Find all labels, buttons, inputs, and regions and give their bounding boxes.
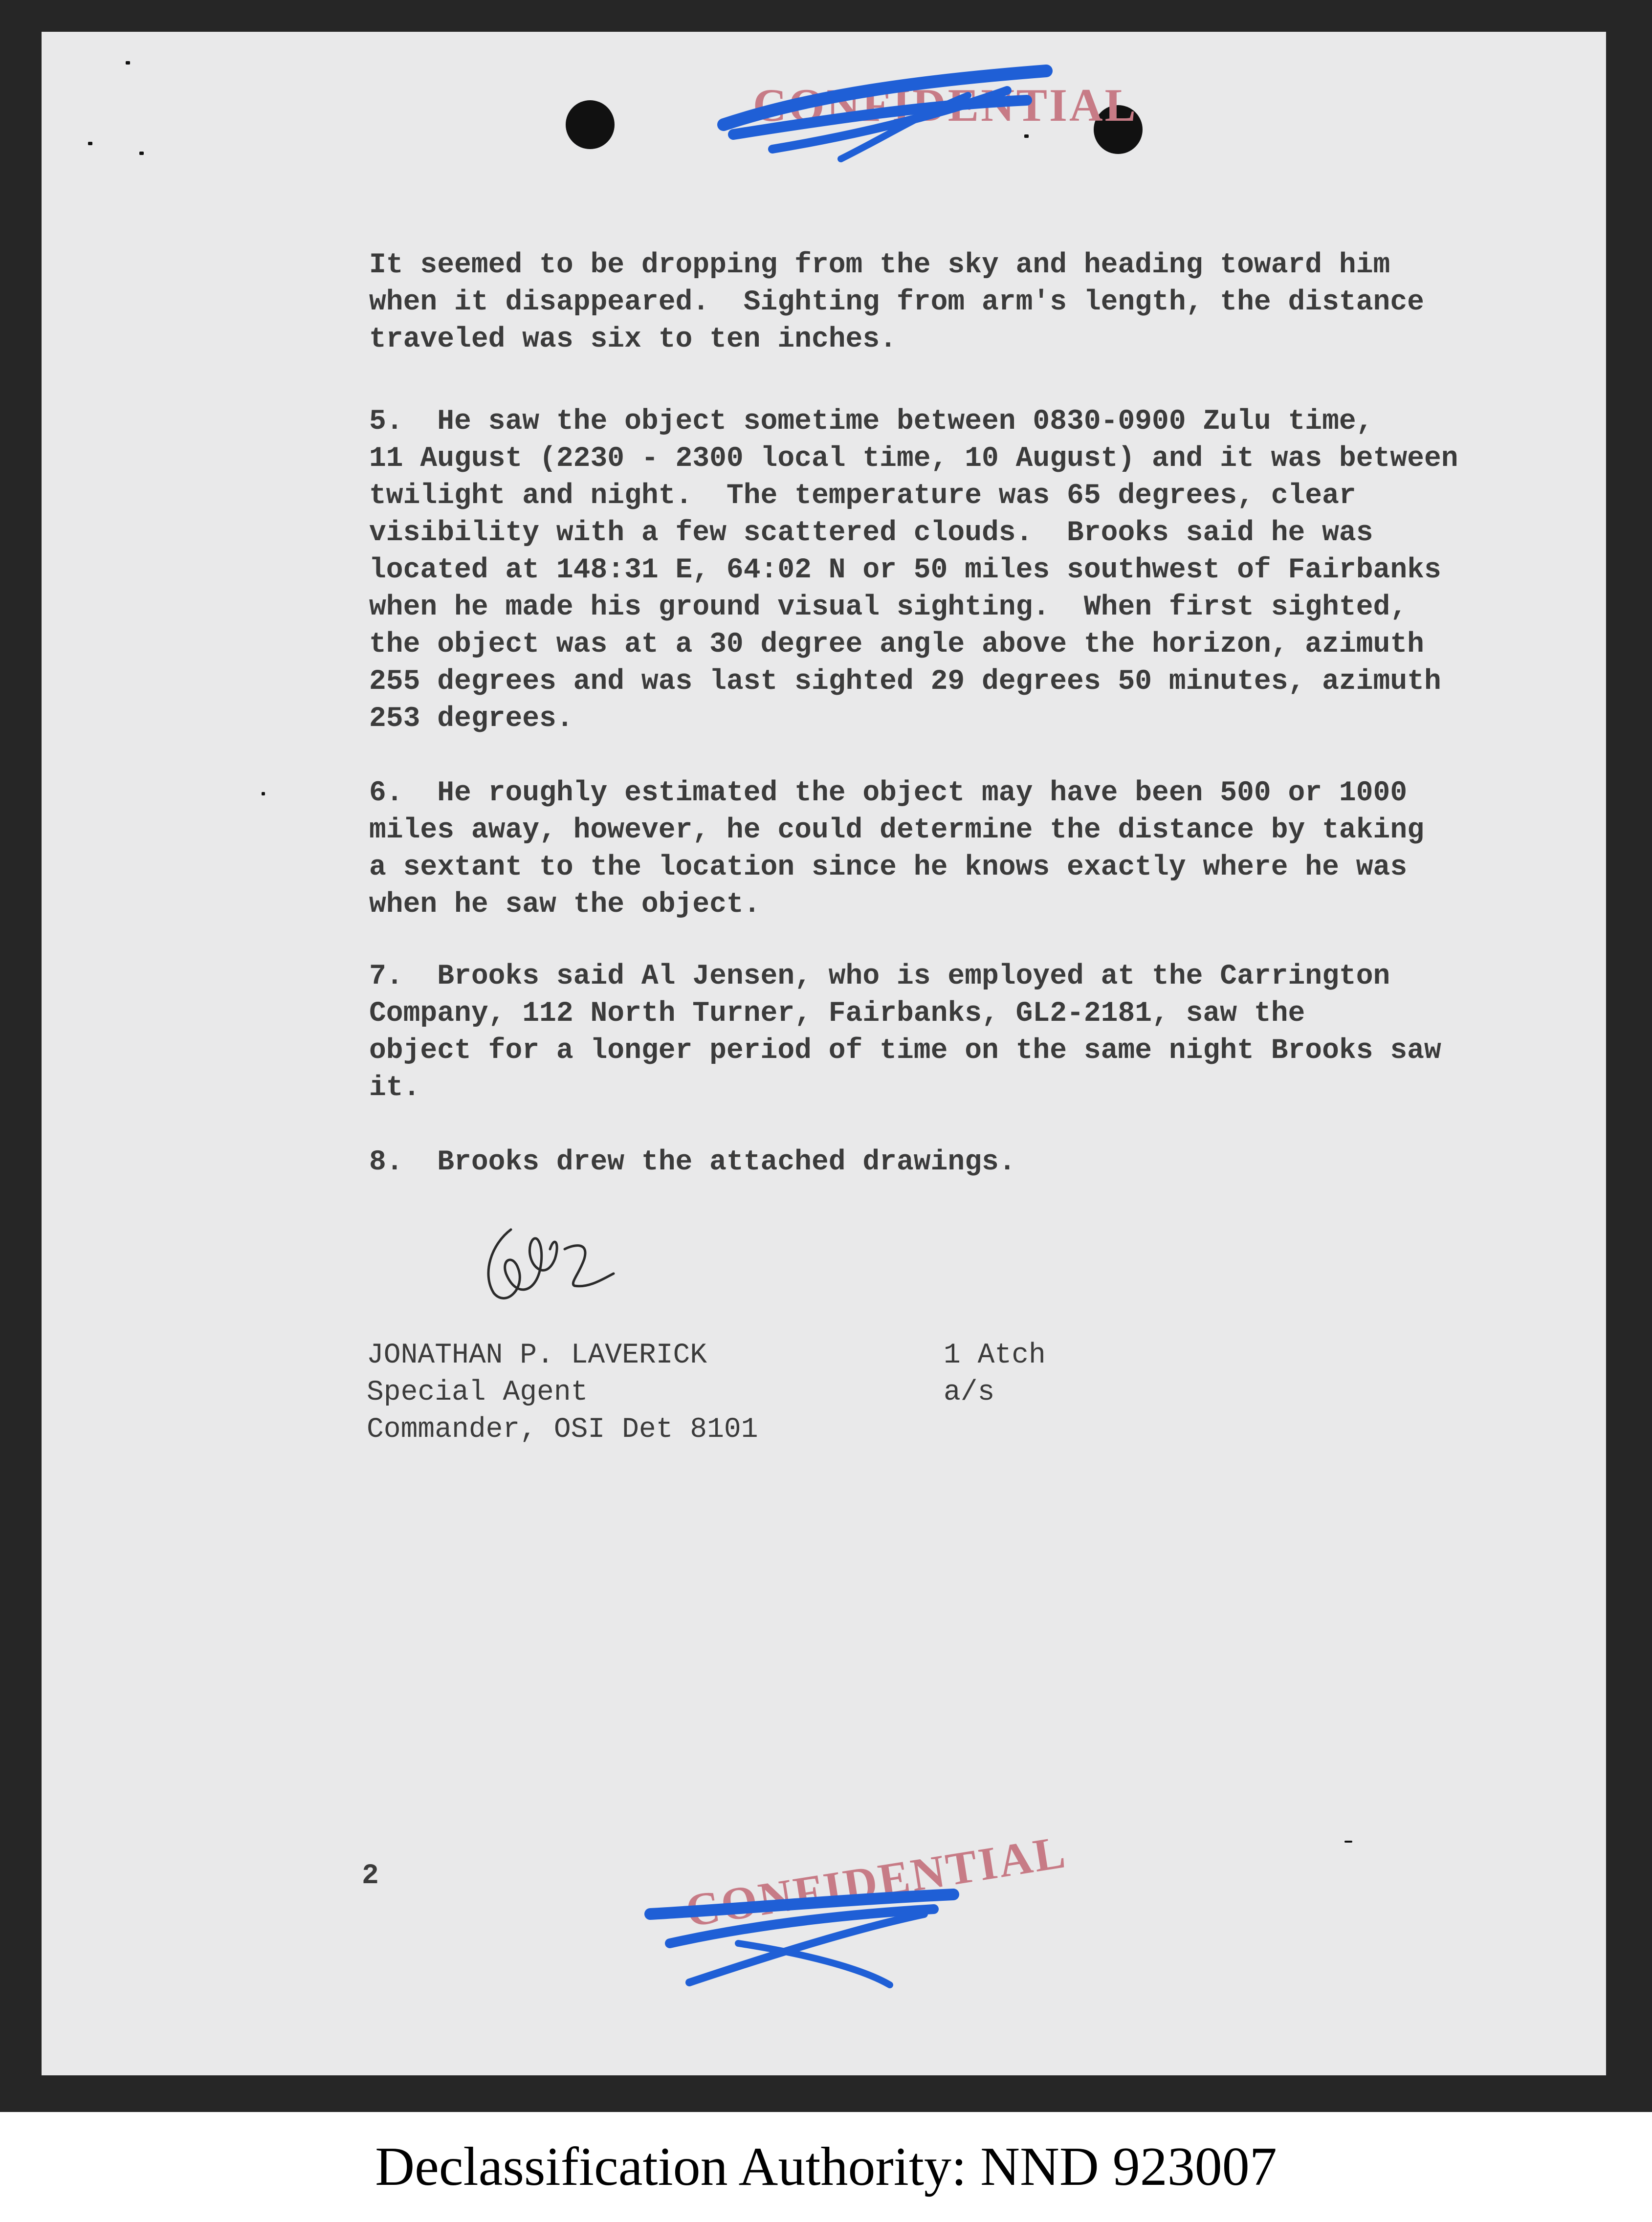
stamp-text: CONFIDENTIAL [682, 1825, 1071, 1937]
document-page [42, 32, 1606, 2075]
signer-name: JONATHAN P. LAVERICK [367, 1340, 707, 1371]
signer-title: Special Agent [367, 1377, 588, 1408]
page-number: 2 [362, 1860, 379, 1892]
dust-speck [88, 142, 92, 145]
attachment-notation: a/s [944, 1377, 995, 1408]
paragraph-5: 5. He saw the object sometime between 0830-0900 Zulu time, 11 August (2230 - 2300 local time, 10 August) and it was between twilight and night. The temperature was 65 degrees, clear visibility with a few scattered clouds. Brooks said he was located at 148:31 E, 64:02 N or 50 miles southwest of Fairbanks when he made his ground visual sighting. When first sighted, the object was at a 30 degree angle above the horizon, azimuth 255 degrees and was last sighted 29 degrees 50 minutes, azimuth 253 degrees. [369, 406, 1458, 735]
footer-bar [0, 2112, 1652, 2222]
stamp-text: CONFIDENTIAL [753, 79, 1138, 131]
paragraph-8: 8. Brooks drew the attached drawings. [369, 1146, 1016, 1178]
punch-hole-left [566, 100, 615, 149]
dust-speck [1344, 1841, 1352, 1843]
paragraph-7: 7. Brooks said Al Jensen, who is employed at the Carrington Company, 112 North Turner, Fairbanks, GL2-2181, saw the object for a longer period of time on the same night Brooks saw it. [369, 961, 1441, 1104]
handwritten-initials [472, 1215, 628, 1315]
dust-speck [262, 792, 265, 795]
dust-speck [139, 152, 144, 155]
dust-speck [126, 61, 130, 65]
attachment-count: 1 Atch [944, 1340, 1046, 1371]
paragraph-continued: It seemed to be dropping from the sky and heading toward him when it disappeared. Sighting from arm's length, the distance traveled was six to ten inches. [369, 249, 1424, 355]
marker-strikeout-top [714, 61, 1056, 169]
declassification-footer: Declassification Authority: NND 923007 [375, 2136, 1277, 2197]
marker-strikeout-bottom [640, 1870, 973, 1997]
signer-unit: Commander, OSI Det 8101 [367, 1414, 758, 1446]
paragraph-6: 6. He roughly estimated the object may have been 500 or 1000 miles away, however, he could determine the distance by taking a sextant to the location since he knows exactly where he was when he saw the object. [369, 777, 1424, 921]
